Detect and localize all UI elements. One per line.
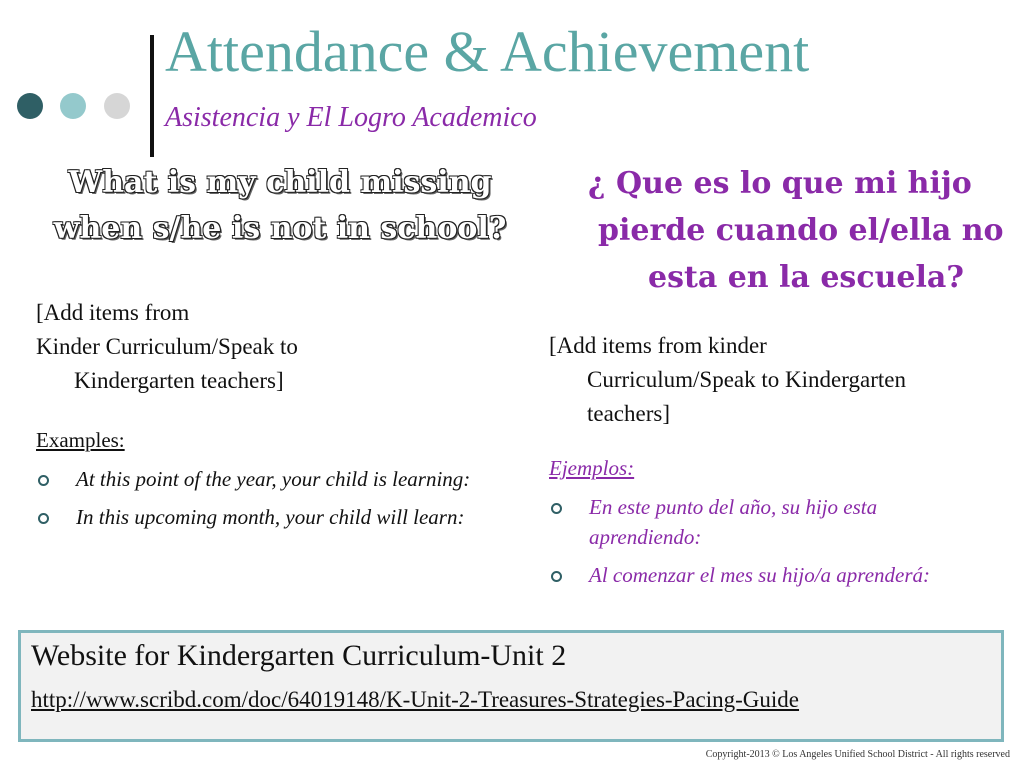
spanish-question (560, 160, 1015, 301)
ring-bullet-icon (38, 513, 49, 524)
english-note-line: Kinder Curriculum/Speak to (36, 334, 298, 359)
spanish-note-line: teachers] (587, 401, 670, 426)
list-item (549, 560, 979, 590)
spanish-note (549, 329, 1019, 431)
website-box (18, 630, 1004, 742)
list-item (36, 464, 506, 494)
english-examples-label: Examples: (36, 428, 125, 452)
list-item-text: At this point of the year, your child is learning: (76, 467, 471, 491)
copyright-notice: Copyright-2013 © Los Angeles Unified School District - All rights reserved (705, 749, 1010, 760)
spanish-question-line: esta en la escuela? (648, 260, 964, 295)
spanish-question-line: pierde cuando el/ella no (598, 213, 1004, 248)
website-link[interactable]: http://www.scribd.com/doc/64019148/K-Unit-2-Treasures-Strategies-Pacing-Guide (31, 687, 800, 712)
decor-dot-gray (104, 93, 130, 119)
spanish-note-line: [Add items from kinder (549, 333, 767, 358)
english-examples-list (36, 464, 506, 540)
title-divider (150, 35, 154, 157)
ring-bullet-icon (551, 571, 562, 582)
decor-dot-dark (17, 93, 43, 119)
list-item-text: En este punto del año, su hijo esta aprendiendo: (589, 495, 878, 549)
spanish-examples-list (549, 492, 979, 598)
spanish-note-line: Curriculum/Speak to Kindergarten (587, 367, 906, 392)
list-item-text: Al comenzar el mes su hijo/a aprenderá: (589, 563, 931, 587)
english-question: What is my child missing when s/he is not in school? (53, 165, 507, 246)
decor-dot-teal (60, 93, 86, 119)
english-note-line: Kindergarten teachers] (74, 368, 284, 393)
slide-title: Attendance & Achievement (165, 19, 810, 84)
english-note (36, 296, 506, 398)
list-item (36, 502, 506, 532)
list-item (549, 492, 979, 552)
spanish-question-line: ¿ Que es lo que mi hijo (588, 166, 972, 201)
list-item-text: In this upcoming month, your child will learn: (76, 505, 465, 529)
slide-subtitle: Asistencia y El Logro Academico (165, 102, 537, 133)
ring-bullet-icon (38, 475, 49, 486)
website-title: Website for Kindergarten Curriculum-Unit 2 (31, 639, 567, 672)
ring-bullet-icon (551, 503, 562, 514)
english-note-line: [Add items from (36, 300, 190, 325)
spanish-examples-label: Ejemplos: (549, 456, 635, 480)
